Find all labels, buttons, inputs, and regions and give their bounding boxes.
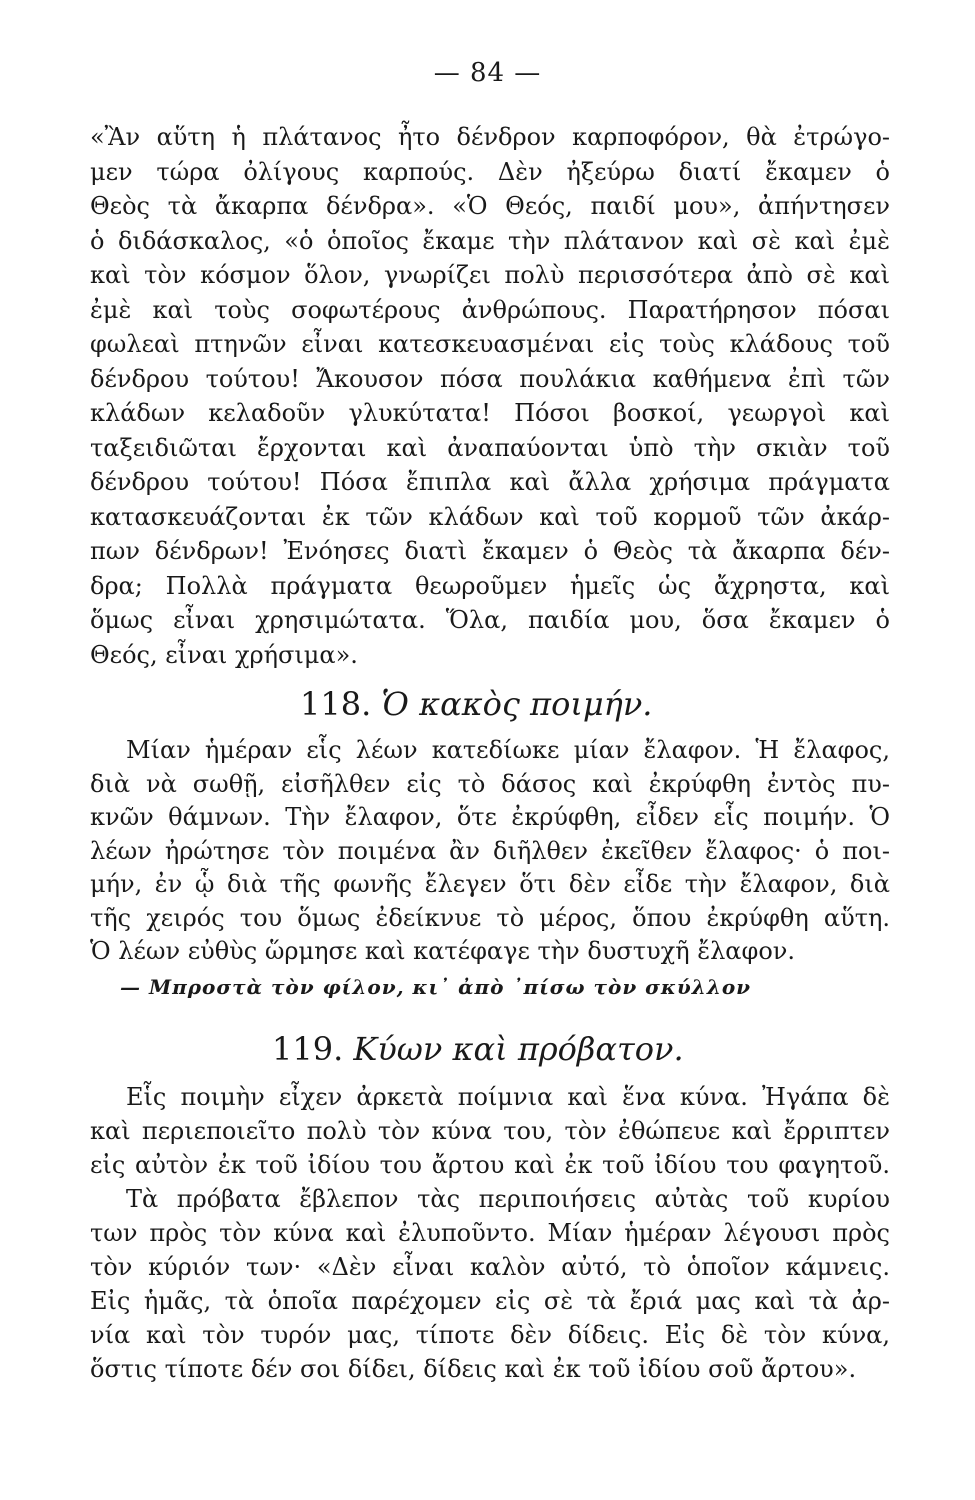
proverb: — Μπροστὰ τὸν φίλον, κι᾿ ἀπὸ ᾿πίσω τὸν σκύλλον — [120, 975, 752, 999]
section-119-body — [90, 1080, 890, 1386]
text-line: δένδρου τούτου! Ἄκουσον πόσα πουλάκια καθήμενα ἐπὶ τῶν — [90, 364, 890, 393]
text-line: νία καὶ τὸν τυρόν μας, τίποτε δὲν δίδεις. Εἰς δὲ τὸν κύνα, — [90, 1321, 890, 1349]
text-line: καὶ τὸν κόσμον ὅλον, γνωρίζει πολὺ περισσότερα ἀπὸ σὲ καὶ — [90, 261, 890, 289]
text-line: Εἷς ποιμὴν εἶχεν ἀρκετὰ ποίμνια καὶ ἕνα κύνα. Ἠγάπα δὲ — [126, 1083, 890, 1111]
text-line: διὰ νὰ σωθῇ, εἰσῆλθεν εἰς τὸ δάσος καὶ ἐκρύφθη ἐντὸς πυ- — [90, 769, 890, 798]
text-line: κνῶν θάμνων. Τὴν ἔλαφον, ὅτε ἐκρύφθη, εἶδεν εἷς ποιμήν. Ὁ — [90, 803, 890, 831]
text-line: Μίαν ἡμέραν εἷς λέων κατεδίωκε μίαν ἔλαφον. Ἡ ἔλαφος, — [126, 736, 890, 764]
text-line: δρα; Πολλὰ πράγματα θεωροῦμεν ἡμεῖς ὡς ἄχρηστα, καὶ — [90, 571, 890, 600]
text-line: φωλεαὶ πτηνῶν εἶναι κατεσκευασμέναι εἰς τοὺς κλάδους τοῦ — [90, 330, 890, 358]
page-number: — 84 — — [433, 58, 542, 88]
text-line: κατασκευάζονται ἐκ τῶν κλάδων καὶ τοῦ κορμοῦ τῶν ἀκάρ- — [90, 502, 890, 531]
section-number: 118. — [300, 685, 372, 723]
section-title: Κύων καὶ πρόβατον. — [353, 1030, 684, 1068]
text-line: μήν, ἐν ᾧ διὰ τῆς φωνῆς ἔλεγεν ὅτι δὲν εἶδε τὴν ἔλαφον, διὰ — [90, 870, 890, 898]
text-line: λέων ἠρώτησε τὸν ποιμένα ἂν διῆλθεν ἐκεῖθεν ἔλαφος· ὁ ποι- — [90, 836, 890, 865]
text-line: ὅμως εἶναι χρησιμώτατα. Ὅλα, παιδία μου, ὅσα ἔκαμεν ὁ — [90, 606, 890, 634]
section-119-heading — [272, 1030, 684, 1068]
text-line: Θεός, εἶναι χρήσιμα». — [90, 640, 358, 669]
text-line: Θεὸς τὰ ἄκαρπα δένδρα». «Ὁ Θεός, παιδί μου», ἀπήντησεν — [90, 192, 890, 220]
text-line: δένδρου τούτου! Πόσα ἔπιπλα καὶ ἄλλα χρήσιμα πράγματα — [90, 468, 890, 496]
text-line: καὶ περιεποιεῖτο πολὺ τὸν κύνα του, τὸν ἐθώπευε καὶ ἔρριπτεν — [90, 1117, 890, 1145]
text-line: «Ἂν αὕτη ἡ πλάτανος ἦτο δένδρον καρποφόρον, θὰ ἐτρώγο- — [90, 123, 890, 151]
text-line: Τὰ πρόβατα ἔβλεπον τὰς περιποιήσεις αὐτὰς τοῦ κυρίου — [126, 1185, 890, 1213]
section-118-heading — [300, 685, 652, 723]
section-title: Ὁ κακὸς ποιμήν. — [381, 685, 653, 723]
text-line: Εἰς ἡμᾶς, τὰ ὁποῖα παρέχομεν εἰς σὲ τὰ ἔριά μας καὶ τὰ ἀρ- — [90, 1287, 890, 1315]
section-number: 119. — [272, 1030, 344, 1068]
text-line: των πρὸς τὸν κύνα καὶ ἐλυποῦντο. Μίαν ἡμέραν λέγουσι πρὸς — [90, 1219, 890, 1247]
text-line: τῆς χειρός του ὅμως ἐδείκνυε τὸ μέρος, ὅπου ἐκρύφθη αὕτη. — [90, 903, 890, 932]
text-line: ἐμὲ καὶ τοὺς σοφωτέρους ἀνθρώπους. Παρατήρησον πόσαι — [90, 295, 890, 324]
section-118-body — [90, 734, 890, 969]
text-line: ὁ διδάσκαλος, «ὁ ὁποῖος ἔκαμε τὴν πλάτανον καὶ σὲ καὶ ἐμὲ — [90, 226, 890, 255]
intro-paragraph — [90, 120, 890, 672]
text-line: τὸν κύριόν των· «Δὲν εἶναι καλὸν αὐτό, τὸ ὁποῖον κάμνεις. — [90, 1253, 890, 1281]
text-line: Ὁ λέων εὐθὺς ὥρμησε καὶ κατέφαγε τὴν δυστυχῆ ἔλαφον. — [90, 937, 795, 965]
text-line: εἰς αὐτὸν ἐκ τοῦ ἰδίου του ἄρτου καὶ ἐκ τοῦ ἰδίου του φαγητοῦ. — [90, 1151, 890, 1179]
text-line: μεν τώρα ὀλίγους καρπούς. Δὲν ἠξεύρω διατί ἔκαμεν ὁ — [90, 157, 890, 186]
text-line: ταξειδιῶται ἔρχονται καὶ ἀναπαύονται ὑπὸ τὴν σκιὰν τοῦ — [90, 433, 890, 462]
text-line: ὅστις τίποτε δέν σοι δίδει, δίδεις καὶ ἐκ τοῦ ἰδίου σοῦ ἄρτου». — [90, 1355, 857, 1383]
text-line: πων δένδρων! Ἐνόησες διατὶ ἔκαμεν ὁ Θεὸς τὰ ἄκαρπα δέν- — [90, 537, 890, 565]
text-line: κλάδων κελαδοῦν γλυκύτατα! Πόσοι βοσκοί, γεωργοὶ καὶ — [90, 399, 890, 427]
